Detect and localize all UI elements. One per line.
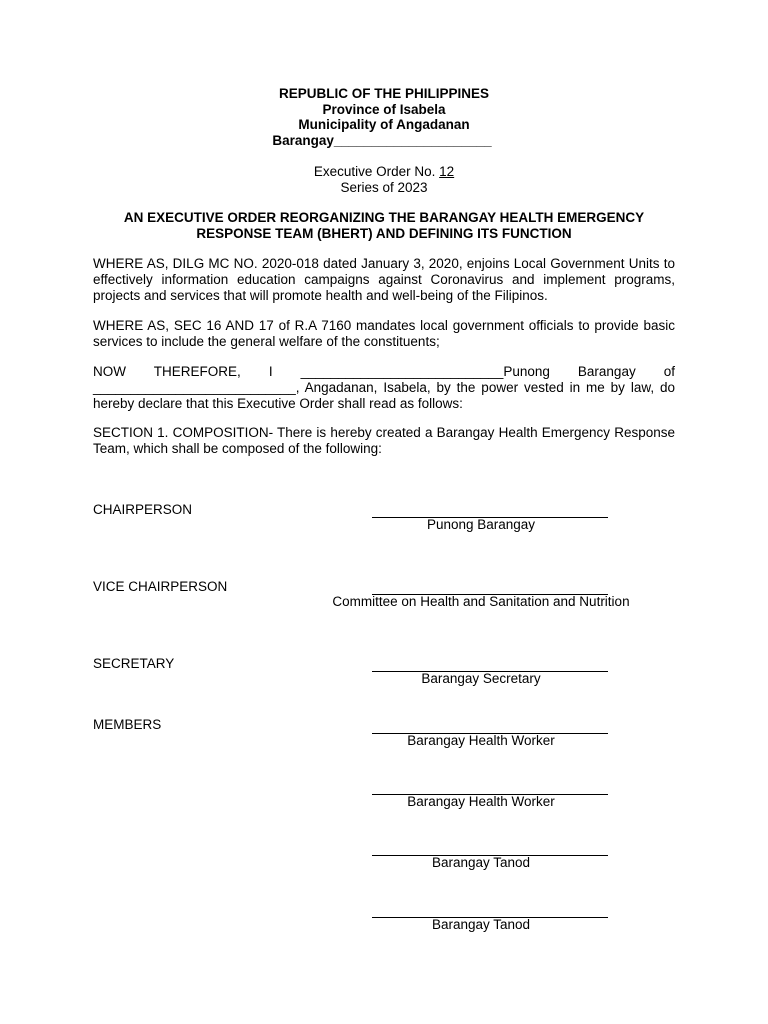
- header-barangay: Barangay_____________________: [272, 132, 492, 148]
- header-province: Province of Isabela: [322, 101, 446, 117]
- role-chairperson: CHAIRPERSON: [93, 502, 193, 517]
- header-municipality: Municipality of Angadanan: [298, 117, 470, 132]
- signature-caption: Barangay Health Worker: [407, 794, 555, 809]
- order-number-line: [0, 164, 768, 180]
- paragraph-now-therefore: NOW THEREFORE, I ___________________________Punong Barangay of ___________________________, Angadanan, Isabela, by the power vested in me by law, do hereby declare that this Executive Order shall read as follows:: [93, 364, 675, 411]
- signature-caption: Barangay Secretary: [421, 671, 541, 686]
- order-number-prefix: Executive Order No.: [313, 164, 440, 179]
- signature-caption: Punong Barangay: [426, 517, 536, 532]
- role-secretary: SECRETARY: [93, 656, 175, 671]
- paragraph-section-1: SECTION 1. COMPOSITION- There is hereby created a Barangay Health Emergency Response Team, which shall be composed of the following:: [93, 425, 675, 456]
- paragraph-whereas-2: WHERE AS, SEC 16 AND 17 of R.A 7160 mandates local government officials to provide basic services to include the general welfare of the constituents;: [93, 318, 675, 349]
- document-header: [0, 86, 768, 148]
- order-series: Series of 2023: [340, 180, 428, 195]
- paragraph-whereas-1: WHERE AS, DILG MC NO. 2020-018 dated January 3, 2020, enjoins Local Government Units to effectively information education campaigns against Coronavirus and implement programs, projects and services that will promote health and well-being of the Filipinos.: [93, 256, 675, 303]
- role-vice-chairperson: VICE CHAIRPERSON: [93, 579, 228, 594]
- signature-caption: Committee on Health and Sanitation and Nutrition: [332, 594, 630, 609]
- title-line-1: AN EXECUTIVE ORDER REORGANIZING THE BARANGAY HEALTH EMERGENCY: [123, 210, 645, 225]
- role-members: MEMBERS: [93, 717, 162, 732]
- order-number: 12: [439, 164, 455, 179]
- signature-caption: Barangay Tanod: [431, 917, 531, 932]
- header-country: REPUBLIC OF THE PHILIPPINES: [278, 86, 490, 101]
- signature-caption: Barangay Tanod: [431, 855, 531, 870]
- order-info: [0, 164, 768, 196]
- title-line-2: RESPONSE TEAM (BHERT) AND DEFINING ITS FUNCTION: [196, 226, 572, 241]
- document-title: [93, 210, 675, 242]
- signature-caption: Barangay Health Worker: [407, 733, 555, 748]
